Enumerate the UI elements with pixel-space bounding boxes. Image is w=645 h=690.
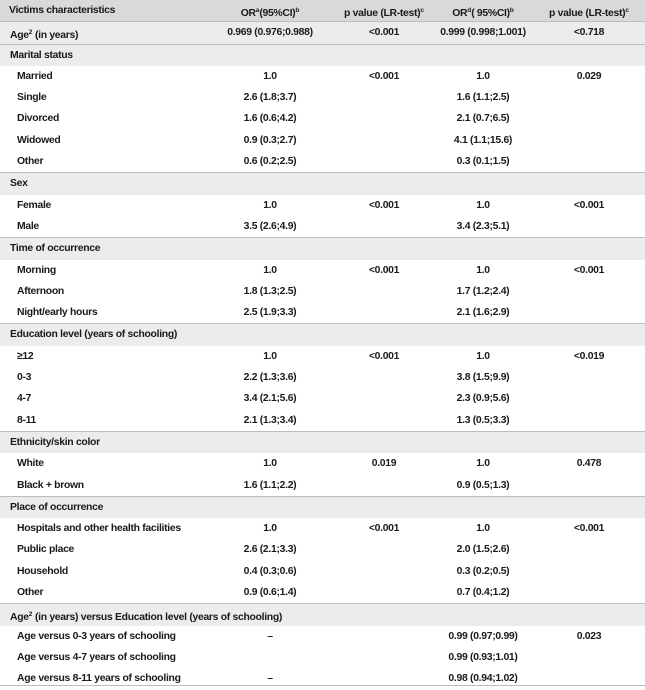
row-label: Other — [17, 587, 44, 599]
or-adjusted-cell: 3.8 (1.5;9.9) — [456, 372, 510, 384]
or-crude-cell: 0.4 (0.3;0.6) — [243, 565, 297, 577]
row-label: White — [17, 458, 44, 470]
row-label: Divorced — [17, 113, 60, 125]
section-header — [0, 603, 645, 625]
header-superscript: c — [625, 7, 629, 14]
or-crude-cell: 1.0 — [263, 523, 277, 535]
or-crude-cell: 1.0 — [263, 70, 277, 82]
or-crude-cell: 1.0 — [263, 458, 277, 470]
or-crude-cell: 1.0 — [263, 199, 277, 211]
table-row — [0, 668, 645, 689]
row-label: Other — [17, 156, 44, 168]
row-label-suffix: (in years) — [32, 30, 79, 42]
or-adjusted-cell: 0.98 (0.94;1.02) — [448, 673, 518, 685]
table-row — [0, 582, 645, 603]
or-adjusted-cell: 0.9 (0.5;1.3) — [456, 479, 510, 491]
or-crude-cell: 1.8 (1.3;2.5) — [243, 285, 297, 297]
or-crude-cell: 0.6 (0.2;2.5) — [243, 156, 297, 168]
or-crude-cell: 2.6 (2.1;3.3) — [243, 544, 297, 556]
or-adjusted-cell: 2.1 (0.7;6.5) — [456, 113, 510, 125]
or-adjusted-cell: 2.0 (1.5;2.6) — [456, 544, 510, 556]
section-label — [10, 173, 28, 194]
header-superscript: d — [467, 7, 472, 14]
table-row — [0, 453, 645, 474]
p-value-adjusted-cell: <0.718 — [573, 27, 605, 39]
header-text: OR — [452, 8, 468, 19]
or-adjusted-cell: 0.99 (0.93;1.01) — [448, 651, 518, 663]
p-value-crude-cell: <0.001 — [368, 27, 400, 39]
row-label: Morning — [17, 264, 56, 276]
or-crude-cell: 0.9 (0.6;1.4) — [243, 587, 297, 599]
header-superscript: b — [509, 7, 514, 14]
section-label-suffix: (in years) versus Education level (years of schooling) — [32, 612, 283, 624]
header-text: OR — [240, 8, 256, 19]
table-row — [0, 281, 645, 302]
section-header — [0, 172, 645, 194]
row-label: ≥12 — [17, 350, 34, 362]
section-label-text: Sex — [10, 178, 28, 190]
section-label-text: Marital status — [10, 49, 73, 61]
section-label-text: Education level (years of schooling) — [10, 329, 178, 341]
section-label — [10, 324, 177, 345]
or-adjusted-cell: 3.4 (2.3;5.1) — [456, 220, 510, 232]
table-row — [0, 475, 645, 496]
row-label: Night/early hours — [17, 307, 98, 319]
section-header — [0, 431, 645, 453]
row-label-text: Age — [10, 30, 29, 42]
row-label: Age versus 4-7 years of schooling — [17, 651, 176, 663]
or-crude-cell: 1.6 (0.6;4.2) — [243, 113, 297, 125]
section-superscript: 2 — [28, 611, 33, 619]
or-adjusted-cell: 2.3 (0.9;5.6) — [456, 393, 510, 405]
table-row — [0, 66, 645, 87]
section-label-text: Place of occurrence — [10, 501, 104, 513]
row-label: Black + brown — [17, 479, 84, 491]
section-label-text: Ethnicity/skin color — [10, 436, 100, 448]
header-text: p value (LR-test) — [344, 8, 421, 19]
section-label — [10, 238, 100, 259]
p-value-adjusted-cell: <0.001 — [573, 199, 605, 211]
section-label — [10, 45, 73, 66]
or-adjusted-cell: 2.1 (1.6;2.9) — [456, 307, 510, 319]
or-adjusted-cell: 0.3 (0.2;0.5) — [456, 565, 510, 577]
table-row — [0, 410, 645, 431]
row-label: Widowed — [17, 134, 61, 146]
or-adjusted-cell: 1.3 (0.5;3.3) — [456, 414, 510, 426]
or-adjusted-cell: 0.3 (0.1;1.5) — [456, 156, 510, 168]
row-label: Female — [17, 199, 52, 211]
table-row — [0, 151, 645, 172]
table-header — [0, 0, 645, 21]
or-crude-cell: 3.5 (2.6;4.9) — [243, 220, 297, 232]
header-text-ci: ( 95%CI) — [471, 8, 510, 19]
table-row — [0, 346, 645, 367]
or-adjusted-cell: 1.0 — [476, 350, 490, 362]
section-label — [10, 432, 100, 453]
header-superscript: a — [255, 7, 260, 14]
or-adjusted-cell: 1.0 — [476, 458, 490, 470]
header-superscript: b — [295, 7, 300, 14]
or-crude-cell: 2.5 (1.9;3.3) — [243, 307, 297, 319]
or-adjusted-cell: 1.0 — [476, 70, 490, 82]
p-value-crude-cell: <0.001 — [368, 264, 400, 276]
section-label-text: Time of occurrence — [10, 243, 101, 255]
or-adjusted-cell: 0.99 (0.97;0.99) — [448, 630, 518, 642]
table-row — [0, 130, 645, 151]
p-value-adjusted-cell: 0.023 — [576, 630, 602, 642]
row-label: Male — [17, 220, 39, 232]
row-label: Afternoon — [17, 285, 64, 297]
row-label: Public place — [17, 544, 75, 556]
row-label: Single — [17, 92, 47, 104]
table-row — [0, 302, 645, 323]
or-crude-cell: 1.0 — [263, 264, 277, 276]
p-value-adjusted-cell: 0.029 — [576, 70, 602, 82]
or-adjusted-cell: 4.1 (1.1;15.6) — [453, 134, 513, 146]
age-row — [0, 21, 645, 43]
or-adjusted-cell: 0.999 (0.998;1.001) — [440, 27, 526, 39]
header-text: p value (LR-test) — [549, 8, 626, 19]
table-row — [0, 388, 645, 409]
p-value-crude-cell: <0.001 — [368, 70, 400, 82]
or-crude-cell: 1.6 (1.1;2.2) — [243, 479, 297, 491]
or-adjusted-cell: 1.0 — [476, 264, 490, 276]
row-label: Age versus 8-11 years of schooling — [17, 673, 181, 685]
row-label: Age versus 0-3 years of schooling — [17, 630, 176, 642]
table-row — [0, 87, 645, 108]
section-header — [0, 237, 645, 259]
p-value-crude-cell: <0.001 — [368, 199, 400, 211]
section-header — [0, 44, 645, 66]
row-label: 4-7 — [17, 393, 32, 405]
p-value-adjusted-cell: 0.478 — [576, 458, 602, 470]
row-label-superscript: 2 — [28, 29, 33, 37]
p-value-adjusted-cell: <0.019 — [573, 350, 605, 362]
or-adjusted-cell: 1.7 (1.2;2.4) — [456, 285, 510, 297]
table-row — [0, 108, 645, 129]
table-bottom-border — [0, 685, 645, 686]
p-value-crude-cell: 0.019 — [371, 458, 397, 470]
header-superscript: c — [420, 7, 424, 14]
section-header — [0, 496, 645, 518]
or-adjusted-cell: 1.0 — [476, 523, 490, 535]
or-crude-cell: 2.1 (1.3;3.4) — [243, 414, 297, 426]
table-row — [0, 539, 645, 560]
or-crude-cell: 0.969 (0.976;0.988) — [227, 27, 313, 39]
or-crude-cell: – — [267, 630, 273, 642]
section-label — [10, 497, 103, 518]
table-row — [0, 561, 645, 582]
table-row — [0, 260, 645, 281]
p-value-adjusted-cell: <0.001 — [573, 523, 605, 535]
or-adjusted-cell: 1.0 — [476, 199, 490, 211]
or-crude-cell: 3.4 (2.1;5.6) — [243, 393, 297, 405]
row-label: Household — [17, 565, 68, 577]
table-row — [0, 626, 645, 647]
or-crude-cell: 0.9 (0.3;2.7) — [243, 134, 297, 146]
table-row — [0, 195, 645, 216]
header-text-ci: (95%CI) — [259, 8, 296, 19]
table-row — [0, 367, 645, 388]
table-row — [0, 518, 645, 539]
p-value-crude-cell: <0.001 — [368, 350, 400, 362]
table-row — [0, 216, 645, 237]
or-crude-cell: 2.6 (1.8;3.7) — [243, 92, 297, 104]
header-cell — [9, 0, 115, 21]
p-value-adjusted-cell: <0.001 — [573, 264, 605, 276]
row-label: Married — [17, 70, 53, 82]
or-adjusted-cell: 1.6 (1.1;2.5) — [456, 92, 510, 104]
header-text: Victims characteristics — [9, 5, 116, 16]
section-label-text: Age — [10, 612, 29, 624]
or-crude-cell: – — [267, 673, 273, 685]
section-header — [0, 323, 645, 345]
row-label: 8-11 — [17, 414, 37, 426]
row-label: 0-3 — [17, 372, 32, 384]
or-crude-cell: 1.0 — [263, 350, 277, 362]
or-crude-cell: 2.2 (1.3;3.6) — [243, 372, 297, 384]
or-adjusted-cell: 0.7 (0.4;1.2) — [456, 587, 510, 599]
p-value-crude-cell: <0.001 — [368, 523, 400, 535]
row-label: Hospitals and other health facilities — [17, 523, 181, 535]
table-row — [0, 647, 645, 668]
